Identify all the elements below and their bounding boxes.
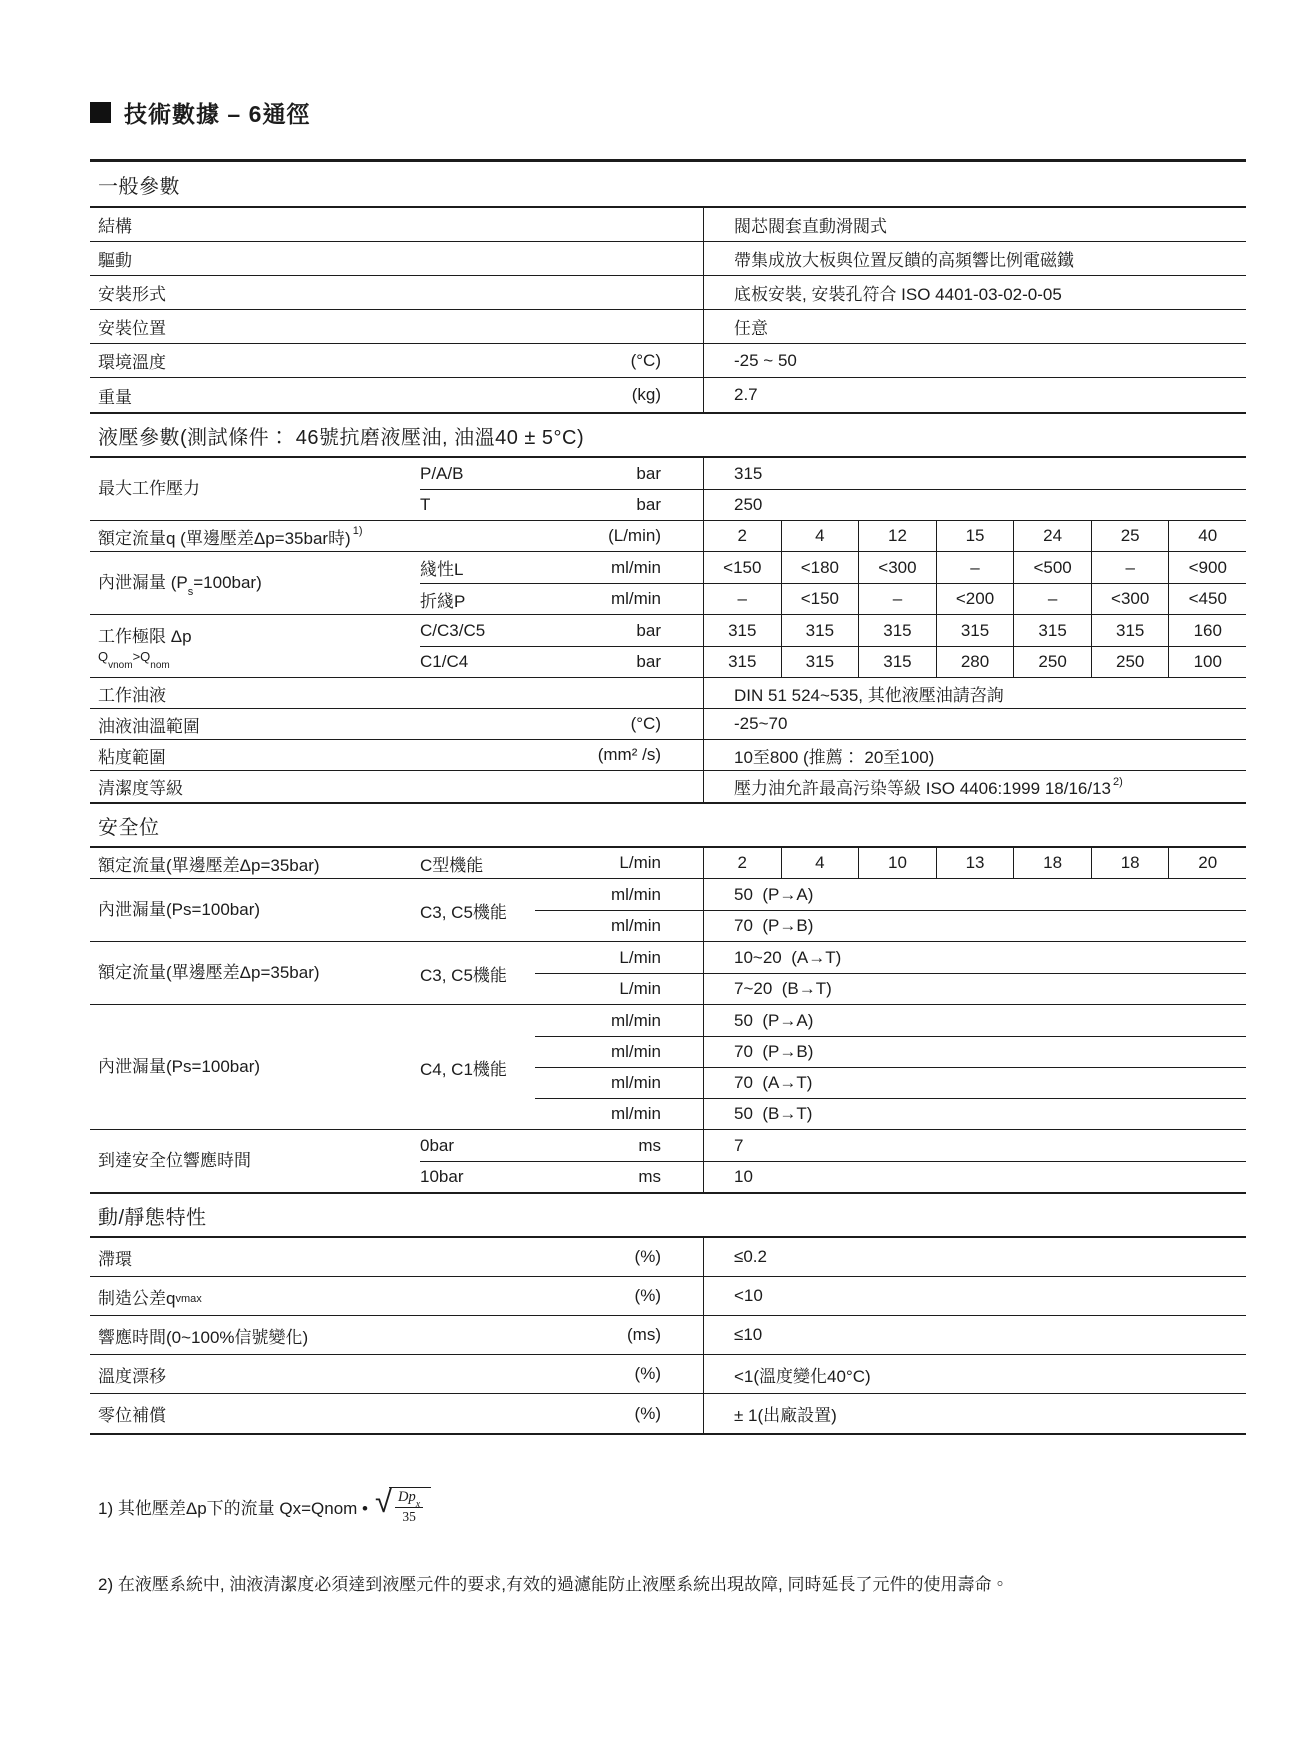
value-cell: 2 bbox=[737, 526, 748, 545]
value-cell: <10 bbox=[703, 1277, 1246, 1315]
table-row bbox=[90, 1277, 1246, 1316]
row-sublabel: $Q_{vnom}>Q_{nom}$ bbox=[98, 649, 170, 671]
section-header-label: 動/靜態特性 bbox=[98, 1206, 207, 1229]
table-row bbox=[90, 378, 1246, 412]
value-cell: 315 bbox=[728, 652, 757, 671]
value-cell: 10 bbox=[703, 1162, 1246, 1192]
value-cell: 任意 bbox=[703, 310, 1246, 343]
row-label: 重量 bbox=[98, 387, 132, 407]
value-cell: 280 bbox=[936, 647, 1014, 677]
value-cell: <450 bbox=[1168, 584, 1246, 614]
table-row-group bbox=[90, 1005, 1246, 1130]
unit-label: (kg) bbox=[631, 385, 661, 404]
sqrt-formula bbox=[375, 1484, 431, 1526]
footnote-1 bbox=[98, 1484, 1246, 1526]
value-cell: 250 bbox=[1091, 647, 1169, 677]
unit-label: (L/min) bbox=[608, 526, 661, 545]
value-cell: 18 bbox=[1013, 848, 1091, 878]
value-cell: 壓力油允許最高污染等級 ISO 4406:1999 18/16/13 $^{2)}$ bbox=[703, 771, 1246, 802]
unit-label: ml/min bbox=[610, 589, 661, 608]
value-cell: 160 bbox=[1168, 615, 1246, 646]
value-row bbox=[703, 647, 1246, 677]
value-cell: 40 bbox=[1168, 521, 1246, 551]
footnote-2: 2) 在液壓系統中, 油液清潔度必須達到液壓元件的要求,有效的過濾能防止液壓系統出現故障, 同時延長了元件的使用壽命。 bbox=[98, 1574, 1009, 1594]
row-label: 內泄漏量(Ps=100bar) bbox=[98, 899, 261, 919]
value-cell: 315 bbox=[1013, 615, 1091, 646]
row-label: 零位補償 bbox=[98, 1406, 166, 1425]
value-row bbox=[703, 615, 1246, 646]
row-label: 額定流量(單邊壓差Δp=35bar) bbox=[98, 962, 320, 982]
row-label: 清潔度等級 bbox=[98, 779, 183, 798]
unit-label: (%) bbox=[634, 1247, 661, 1266]
row-label: 溫度漂移 bbox=[98, 1366, 166, 1386]
value-cell: ≤10 bbox=[703, 1316, 1246, 1354]
unit-label: ml/min bbox=[610, 1010, 661, 1030]
spec-table bbox=[90, 159, 1246, 1435]
value-cell: <300 bbox=[858, 552, 936, 583]
value-cell: 18 bbox=[1091, 848, 1169, 878]
sub-label: 10bar bbox=[420, 1167, 464, 1186]
value-cell: 25 bbox=[1091, 521, 1169, 551]
table-subrow bbox=[420, 583, 1246, 614]
section-header-hydraulic bbox=[90, 412, 1246, 458]
table-row bbox=[90, 521, 1246, 552]
unit-label bbox=[535, 678, 703, 708]
value-cell: 315 bbox=[781, 647, 859, 677]
table-subrow bbox=[535, 1067, 1246, 1098]
unit-label: (mm² /s) bbox=[597, 745, 661, 764]
page-title-text: 技術數據 – 6通徑 bbox=[124, 101, 311, 127]
fraction-numerator: $Dp_x$ bbox=[395, 1490, 423, 1508]
table-row bbox=[90, 276, 1246, 310]
table-row bbox=[90, 344, 1246, 378]
unit-label bbox=[535, 208, 703, 241]
value-cell: 315 bbox=[781, 615, 859, 646]
value-cell: <1(溫度變化40°C) bbox=[703, 1355, 1246, 1393]
value-cell: 50 (B→T) bbox=[703, 1099, 1246, 1129]
value-cell: <200 bbox=[936, 584, 1014, 614]
row-label: 安裝形式 bbox=[98, 285, 166, 304]
sub-label: P/A/B bbox=[420, 463, 464, 483]
section-header-label: 一般參數 bbox=[98, 175, 180, 198]
row-label: 內泄漏量 $(P_s=100bar)$ bbox=[98, 572, 262, 599]
table-subrow bbox=[420, 489, 1246, 520]
row-label: 到達安全位響應時間 bbox=[98, 1150, 251, 1170]
section-header-general bbox=[90, 162, 1246, 208]
value-cell: – bbox=[737, 589, 748, 608]
value-cell: 315 bbox=[728, 620, 757, 640]
value-cell: 315 bbox=[936, 615, 1014, 646]
value-cell: -25 ~ 50 bbox=[703, 344, 1246, 377]
row-label: 制造公差q $_{vmax}$ bbox=[98, 1288, 202, 1308]
unit-label: bar bbox=[636, 652, 661, 671]
datasheet-page bbox=[90, 96, 1246, 1595]
table-row bbox=[90, 1316, 1246, 1355]
value-cell: 315 bbox=[858, 647, 936, 677]
value-cell: 50 (P→A) bbox=[703, 1005, 1246, 1036]
row-label: 響應時間(0~100%信號變化) bbox=[98, 1327, 309, 1347]
value-cell: 13 bbox=[936, 848, 1014, 878]
value-cell: 315 bbox=[1091, 615, 1169, 646]
row-label: 結構 bbox=[98, 217, 132, 236]
unit-label: ml/min bbox=[610, 1073, 661, 1092]
table-row bbox=[90, 771, 1246, 802]
unit-label bbox=[535, 771, 703, 802]
value-cell: 閥芯閥套直動滑閥式 bbox=[703, 208, 1246, 241]
table-row bbox=[90, 1238, 1246, 1277]
value-cell: – bbox=[1013, 584, 1091, 614]
value-row bbox=[703, 521, 1246, 551]
footnotes bbox=[90, 1484, 1246, 1595]
sub-label: C/C3/C5 bbox=[420, 620, 486, 640]
sub-label: C1/C4 bbox=[420, 652, 469, 671]
row-label: 驅動 bbox=[98, 251, 132, 270]
value-cell: -25~70 bbox=[703, 709, 1246, 739]
sub-label: C3, C5機能 bbox=[420, 965, 507, 985]
table-row-group bbox=[90, 458, 1246, 521]
table-row bbox=[90, 208, 1246, 242]
table-subrow bbox=[420, 646, 1246, 677]
unit-label: (°C) bbox=[630, 350, 661, 370]
row-label: 安裝位置 bbox=[98, 319, 166, 338]
table-subrow bbox=[535, 1098, 1246, 1129]
table-subrow bbox=[535, 973, 1246, 1004]
table-row bbox=[90, 709, 1246, 740]
unit-label: ml/min bbox=[610, 1104, 661, 1123]
value-cell: 12 bbox=[858, 521, 936, 551]
value-cell: 10至800 (推薦： 20至100) bbox=[703, 740, 1246, 770]
square-bullet-icon bbox=[90, 102, 111, 123]
sub-label: 折綫P bbox=[420, 591, 466, 611]
row-label: 油液油溫範圍 bbox=[98, 716, 200, 736]
value-cell: 50 (P→A) bbox=[703, 879, 1246, 910]
formula-fraction bbox=[389, 1487, 431, 1526]
unit-label: ml/min bbox=[610, 916, 661, 935]
table-subrow bbox=[535, 910, 1246, 941]
section-header-label: 液壓參數(測試條件： 46號抗磨液壓油, 油溫40 ± 5°C) bbox=[98, 426, 585, 449]
unit-label bbox=[535, 310, 703, 343]
row-label: 最大工作壓力 bbox=[98, 478, 200, 498]
value-cell: 7 bbox=[703, 1130, 1246, 1161]
table-row bbox=[90, 242, 1246, 276]
row-label: 滯環 bbox=[98, 1249, 132, 1269]
value-cell: 315 bbox=[858, 615, 936, 646]
value-cell: <150 bbox=[781, 584, 859, 614]
table-row bbox=[90, 310, 1246, 344]
row-label: 額定流量q (單邊壓差Δp=35bar時) $^{1)}$ bbox=[98, 525, 363, 548]
table-row-group bbox=[90, 942, 1246, 1005]
value-cell: <300 bbox=[1091, 584, 1169, 614]
row-label: 內泄漏量(Ps=100bar) bbox=[98, 1056, 261, 1076]
row-label: 額定流量(單邊壓差Δp=35bar) bbox=[98, 855, 320, 875]
value-cell: – bbox=[1091, 552, 1169, 583]
table-subrow bbox=[420, 1161, 1246, 1192]
unit-label: ml/min bbox=[610, 884, 661, 904]
value-cell: – bbox=[936, 552, 1014, 583]
value-cell: 24 bbox=[1013, 521, 1091, 551]
value-cell: 2 bbox=[737, 853, 748, 872]
table-row bbox=[90, 848, 1246, 879]
table-row-group bbox=[90, 615, 1246, 678]
value-cell: 70 (A→T) bbox=[703, 1068, 1246, 1098]
value-cell: 帶集成放大板與位置反饋的高頻響比例電磁鐵 bbox=[703, 242, 1246, 275]
value-cell: ± 1(出廠設置) bbox=[703, 1394, 1246, 1433]
sub-label: C3, C5機能 bbox=[420, 902, 507, 922]
value-cell: 4 bbox=[781, 848, 859, 878]
table-subrow bbox=[535, 1036, 1246, 1067]
value-cell: 4 bbox=[781, 521, 859, 551]
unit-label: bar bbox=[636, 495, 661, 514]
section-header-safety bbox=[90, 802, 1246, 848]
unit-label: L/min bbox=[619, 947, 661, 967]
table-row bbox=[90, 678, 1246, 709]
table-subrow bbox=[420, 615, 1246, 646]
unit-label bbox=[535, 242, 703, 275]
page-title bbox=[90, 96, 1246, 129]
sub-label: 0bar bbox=[420, 1135, 455, 1155]
table-subrow bbox=[420, 458, 1246, 489]
value-cell: 100 bbox=[1168, 647, 1246, 677]
row-label: 環境溫度 bbox=[98, 353, 166, 372]
value-cell: 20 bbox=[1168, 848, 1246, 878]
value-cell: – bbox=[858, 584, 936, 614]
value-cell: <150 bbox=[723, 557, 762, 577]
value-cell: <900 bbox=[1168, 552, 1246, 583]
unit-label: ms bbox=[638, 1135, 661, 1155]
value-row bbox=[703, 552, 1246, 583]
footnote-1-text: 1) 其他壓差Δp下的流量 Qx=Qnom • bbox=[98, 1498, 368, 1518]
value-cell: 250 bbox=[703, 490, 1246, 520]
unit-label: (%) bbox=[634, 1364, 661, 1383]
unit-label: bar bbox=[636, 620, 661, 640]
unit-label: (%) bbox=[634, 1286, 661, 1305]
unit-label: L/min bbox=[619, 853, 661, 872]
value-cell: DIN 51 524~535, 其他液壓油請咨詢 bbox=[703, 678, 1246, 708]
table-row-group bbox=[90, 552, 1246, 615]
value-row bbox=[703, 848, 1246, 878]
value-cell: 10 bbox=[858, 848, 936, 878]
fraction-denominator: 35 bbox=[402, 1508, 416, 1524]
unit-label: (°C) bbox=[630, 714, 661, 733]
value-cell: <180 bbox=[781, 552, 859, 583]
row-label: 工作極限 Δp $Q_{vnom}>Q_{nom}$ bbox=[98, 627, 192, 671]
value-cell: 250 bbox=[1013, 647, 1091, 677]
row-label: 粘度範圍 bbox=[98, 747, 166, 767]
sub-label: 綫性L bbox=[420, 560, 464, 579]
value-cell: 15 bbox=[936, 521, 1014, 551]
table-row bbox=[90, 740, 1246, 771]
radical-icon: √ bbox=[375, 1484, 393, 1519]
value-cell: 7~20 (B→T) bbox=[703, 974, 1246, 1004]
unit-label: ms bbox=[638, 1167, 661, 1186]
sub-label: T bbox=[420, 495, 431, 514]
value-cell: 2.7 bbox=[703, 378, 1246, 412]
table-row bbox=[90, 1394, 1246, 1433]
table-row bbox=[90, 1355, 1246, 1394]
table-subrow bbox=[535, 942, 1246, 973]
table-row-group bbox=[90, 1130, 1246, 1192]
value-cell: 70 (P→B) bbox=[703, 911, 1246, 941]
section-header-dynamic bbox=[90, 1192, 1246, 1238]
unit-label: L/min bbox=[619, 979, 661, 998]
value-cell: ≤0.2 bbox=[703, 1238, 1246, 1276]
section-header-label: 安全位 bbox=[98, 816, 160, 839]
value-cell: 315 bbox=[703, 458, 1246, 489]
value-cell: 70 (P→B) bbox=[703, 1037, 1246, 1067]
value-cell: 底板安裝, 安裝孔符合 ISO 4401-03-02-0-05 bbox=[703, 276, 1246, 309]
unit-label: (%) bbox=[634, 1403, 661, 1423]
unit-label: (ms) bbox=[627, 1325, 661, 1344]
table-subrow bbox=[535, 879, 1246, 910]
sub-label: C4, C1機能 bbox=[420, 1059, 507, 1079]
value-row bbox=[703, 584, 1246, 614]
sub-label: C型機能 bbox=[420, 855, 484, 875]
table-row-group bbox=[90, 879, 1246, 942]
table-subrow bbox=[420, 1130, 1246, 1161]
table-subrow bbox=[535, 1005, 1246, 1036]
table-subrow bbox=[420, 552, 1246, 583]
unit-label: ml/min bbox=[610, 557, 661, 577]
value-cell: <500 bbox=[1013, 552, 1091, 583]
value-cell: 10~20 (A→T) bbox=[703, 942, 1246, 973]
unit-label: bar bbox=[636, 463, 661, 483]
unit-label bbox=[535, 276, 703, 309]
unit-label: ml/min bbox=[610, 1042, 661, 1061]
row-label: 工作油液 bbox=[98, 685, 166, 705]
